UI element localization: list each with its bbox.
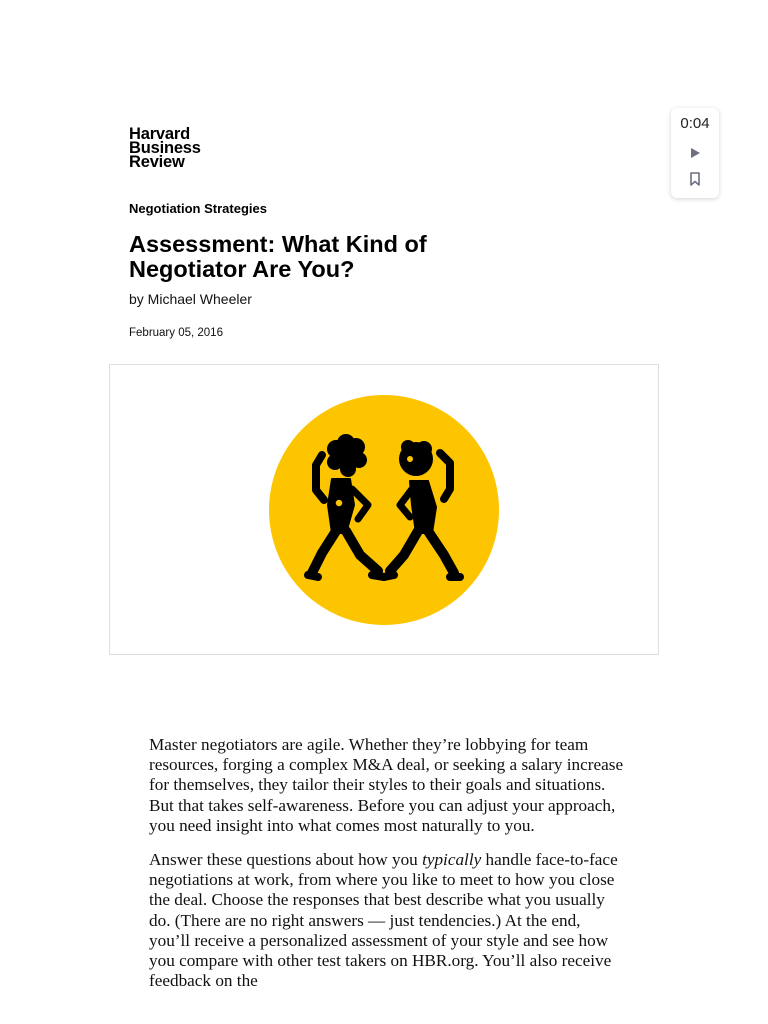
publish-date: February 05, 2016	[129, 327, 223, 339]
play-button[interactable]	[688, 146, 702, 160]
hero-illustration	[109, 364, 659, 655]
bookmark-icon	[688, 171, 702, 187]
article-title: Assessment: What Kind of Negotiator Are You?	[129, 231, 427, 282]
bookmark-button[interactable]	[688, 171, 702, 187]
logo-line-2: Business	[129, 139, 201, 157]
yellow-circle	[269, 395, 499, 625]
logo-line-3: Review	[129, 153, 185, 171]
paragraph-2-emphasis: typically	[422, 850, 482, 870]
logo-line-1: Harvard	[129, 125, 190, 143]
author-byline[interactable]: by Michael Wheeler	[129, 291, 252, 307]
article-paragraph-2	[149, 850, 624, 991]
paragraph-2-lead: Answer these questions about how you	[149, 850, 423, 870]
play-icon	[688, 146, 702, 160]
audio-time-display: 0:04	[680, 115, 710, 132]
hbr-logo[interactable]	[129, 127, 201, 169]
paragraph-2-rest: handle face-to-face negotiations at work, from where you like to meet to how you close the deal. Choose the responses that best describe what you usually do. (There are no right answers — just tendencies.) At the end, you’ll receive a personalized assessment of your style and see how you compare with other test takers on HBR.org. You’ll also receive feedback on the	[149, 850, 618, 991]
topic-link[interactable]: Negotiation Strategies	[129, 201, 267, 216]
article-body	[149, 735, 624, 1005]
article-paragraph-1: Master negotiators are agile. Whether they’re lobbying for team resources, forging a complex M&A deal, or seeking a salary increase for themselves, they tailor their styles to their goals and situations. But that takes self-awareness. Before you can adjust your approach, you need insight into what comes most naturally to you.	[149, 735, 624, 835]
negotiators-illustration	[110, 365, 658, 654]
audio-player-widget	[671, 108, 719, 198]
